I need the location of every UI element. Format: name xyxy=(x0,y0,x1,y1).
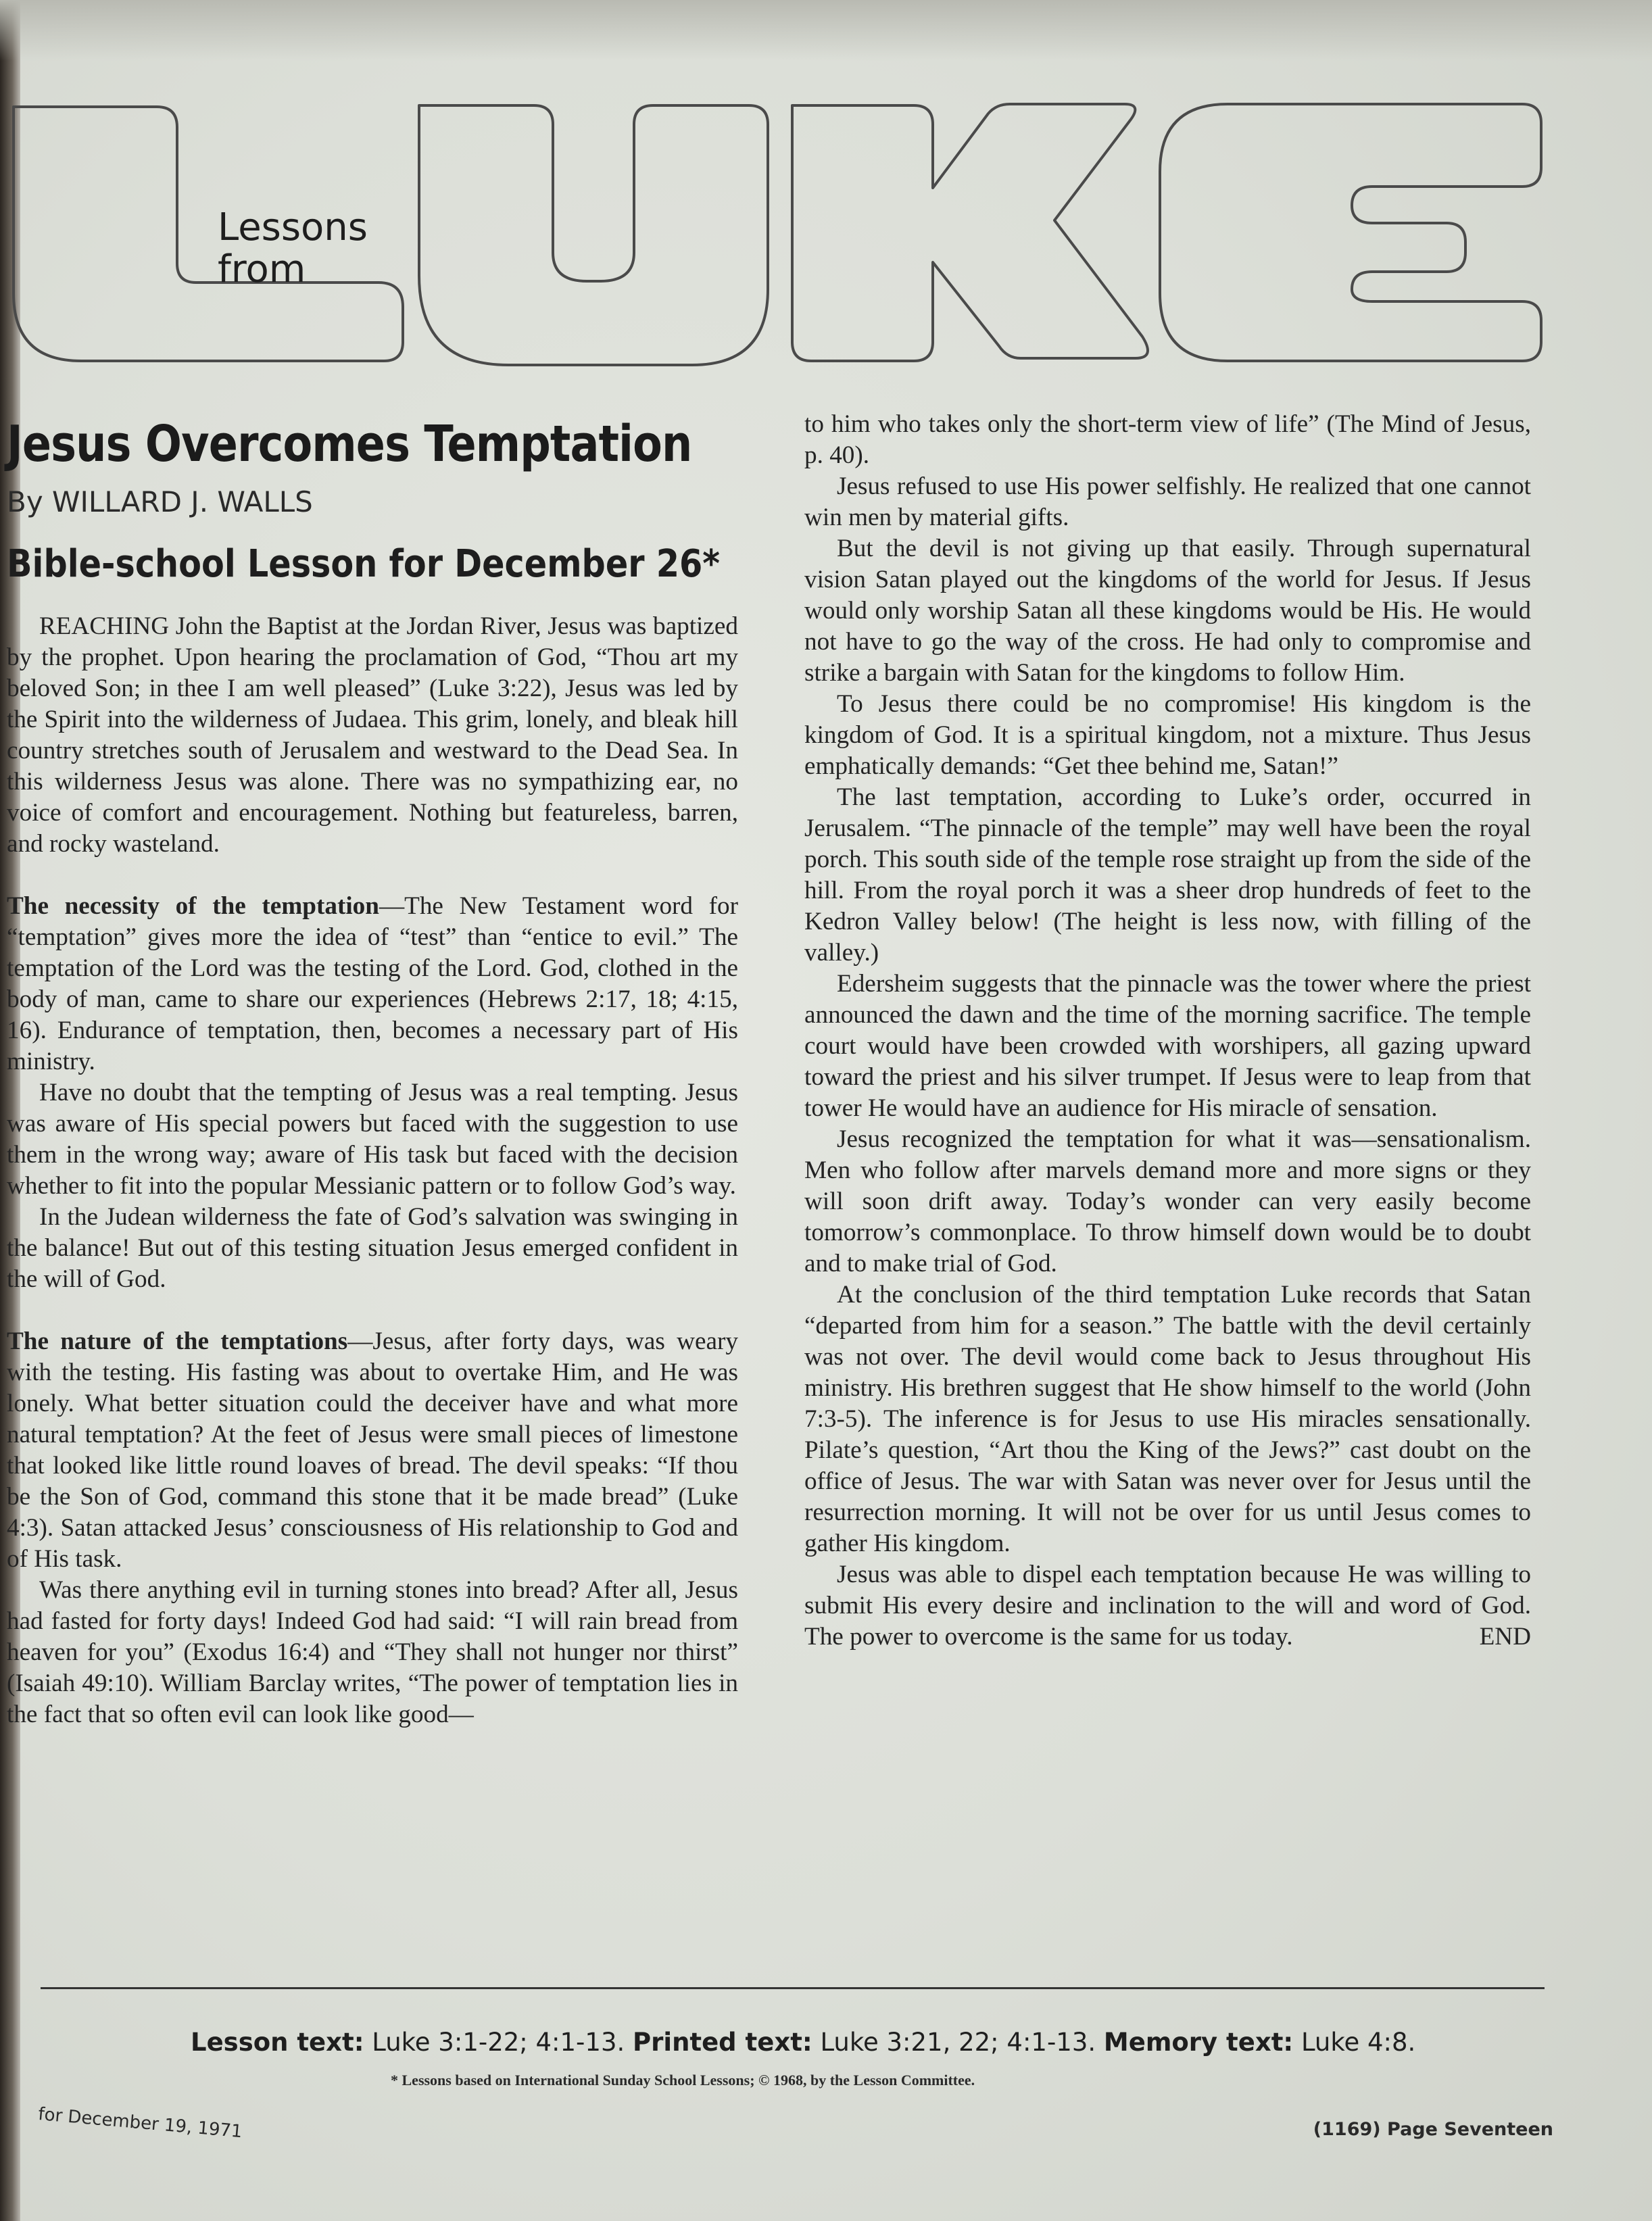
lesson-date-heading: Bible-school Lesson for December 26* xyxy=(7,542,721,586)
byline: By WILLARD J. WALLS xyxy=(7,485,313,518)
body-paragraph: Have no doubt that the tempting of Jesus was a real tempting. Jesus was aware of His special powers but faced with the suggestion to use them in the wrong way; aware of His task but faced with the decision whether to fit into the popular Messianic pattern or to follow God’s way. xyxy=(7,1079,738,1200)
copyright-note: * Lessons based on International Sunday School Lessons; © 1968, by the Lesson Committee. xyxy=(391,2072,975,2089)
footer-lesson-texts xyxy=(191,2026,1475,2059)
body-paragraph: REACHING John the Baptist at the Jordan River, Jesus was baptized by the prophet. Upon hearing the proclamation of God, “Thou art my beloved Son; in thee I am well pleased” (Luke 3:22), Jesus was led by the Spirit into the wilderness of Judaea. This grim, lonely, and bleak hill country stretches south of Jerusalem and westward to the Dead Sea. In this wilderness Jesus was alone. There was no sympathizing ear, no voice of comfort and encouragement. Nothing but featureless, barren, and rocky wasteland. xyxy=(7,612,738,858)
section-subhead: The necessity of the temptation xyxy=(7,892,379,920)
section-paragraph xyxy=(7,891,738,1077)
continued-paragraph: to him who takes only the short-term view of life” (The Mind of Jesus, p. 40). xyxy=(804,410,1531,469)
body-paragraph: The last temptation, according to Luke’s order, occurred in Jerusalem. “The pinnacle of the temple” may well have been the royal porch. This south side of the temple rose straight up from the side of the hill. From the royal porch it was a sheer drop hundreds of feet to the Kedron Valley below! (The height is less now, with filling of the valley.) xyxy=(804,783,1531,967)
closing-paragraph xyxy=(804,1559,1531,1653)
paragraph-text: Jesus was able to dispel each temptation because He was willing to submit His every desire and inclination to the will and word of God. The power to overcome is the same for us today. xyxy=(804,1561,1531,1651)
left-column-body xyxy=(7,611,738,1730)
body-paragraph: Edersheim suggests that the pinnacle was the tower where the priest announced the dawn and the time of the morning sacrifice. The temple court would have been crowded with worshipers, all gazing upward toward the priest and his silver trumpet. If Jesus were to leap from that tower He would have an audience for His miracle of sensation. xyxy=(804,970,1531,1122)
top-shadow xyxy=(0,0,1652,61)
right-column-body xyxy=(804,409,1531,1653)
masthead-small-text: Lessons from xyxy=(218,205,368,291)
section-gap xyxy=(7,1295,738,1326)
body-paragraph: But the devil is not giving up that easily. Through supernatural vision Satan played out the kingdoms of the world for Jesus. If Jesus would only worship Satan all these kingdoms would be His. He would not have to go the way of the cross. He had only to compromise and strike a bargain with Satan for the kingdoms to follow Him. xyxy=(804,535,1531,687)
paragraph-text: —The New Testament word for “temptation” gives more the idea of “test” than “entice to evil.” The temptation of the Lord was the testing of the Lord. God, clothed in the body of man, came to share our experiences (Hebrews 2:17, 18; 4:15, 16). Endurance of temptation, then, becomes a necessary part of His ministry. xyxy=(7,892,738,1075)
left-column xyxy=(7,414,738,1730)
printed-text-label: Printed text: xyxy=(633,2028,812,2057)
issue-date: for December 19, 1971 xyxy=(37,2103,243,2143)
memory-text-label: Memory text: xyxy=(1103,2028,1294,2057)
body-paragraph: Jesus recognized the temptation for what it was—sensationalism. Men who follow after marvels demand more and more signs or they will soon drift away. Today’s wonder can very easily become tomorrow’s commonplace. To throw himself down would be to doubt and to make trial of God. xyxy=(804,1125,1531,1277)
lesson-text-label: Lesson text: xyxy=(191,2028,364,2057)
body-paragraph: To Jesus there could be no compromise! His kingdom is the kingdom of God. It is a spiritual kingdom, not a mixture. Thus Jesus emphatically demands: “Get thee behind me, Satan!” xyxy=(804,690,1531,780)
body-paragraph: In the Judean wilderness the fate of God’s salvation was swinging in the balance! But out of this testing situation Jesus emerged confident in the will of God. xyxy=(7,1203,738,1293)
section-gap xyxy=(7,860,738,891)
lesson-text-value: Luke 3:1-22; 4:1-13. xyxy=(364,2028,633,2057)
section-paragraph xyxy=(7,1326,738,1575)
section-subhead: The nature of the temptations xyxy=(7,1327,348,1355)
memory-text-value: Luke 4:8. xyxy=(1293,2028,1416,2057)
body-paragraph: Jesus refused to use His power selfishly. He realized that one cannot win men by material gifts. xyxy=(804,472,1531,531)
masthead xyxy=(0,87,1652,377)
article-title: Jesus Overcomes Temptation xyxy=(7,415,692,473)
end-mark: END xyxy=(1479,1623,1531,1651)
page-number: (1169) Page Seventeen xyxy=(1313,2119,1553,2140)
paragraph-text: —Jesus, after forty days, was weary with the testing. His fasting was about to overtake Him, and He was lonely. What better situation could the deceiver have and what more natural temptation? At the feet of Jesus were small pieces of limestone that looked like little round loaves of bread. The devil speaks: “If thou be the Son of God, command this stone that it be made bread” (Luke 4:3). Satan attacked Jesus’ consciousness of His relationship to God and of His task. xyxy=(7,1327,738,1573)
body-paragraph: Was there anything evil in turning stones into bread? After all, Jesus had fasted for forty days! Indeed God had said: “I will rain bread from heaven for you” (Exodus 16:4) and “They shall not hunger nor thirst” (Isaiah 49:10). William Barclay writes, “The power of temptation lies in the fact that so often evil can look like good— xyxy=(7,1576,738,1728)
body-paragraph: At the conclusion of the third temptation Luke records that Satan “departed from him for a season.” The battle with the devil certainly was not over. The devil would come back to Jesus throughout His ministry. His brethren suggest that He show himself to the world (John 7:3-5). The inference is for Jesus to use His miracles sensationally. Pilate’s question, “Art thou the King of the Jews?” cast doubt on the office of Jesus. The war with Satan was never over for Jesus until the resurrection morning. It will not be over for us until Jesus comes to gather His kingdom. xyxy=(804,1281,1531,1557)
footer-rule xyxy=(41,1987,1545,1989)
printed-text-value: Luke 3:21, 22; 4:1-13. xyxy=(812,2028,1104,2057)
right-column xyxy=(804,409,1531,1653)
